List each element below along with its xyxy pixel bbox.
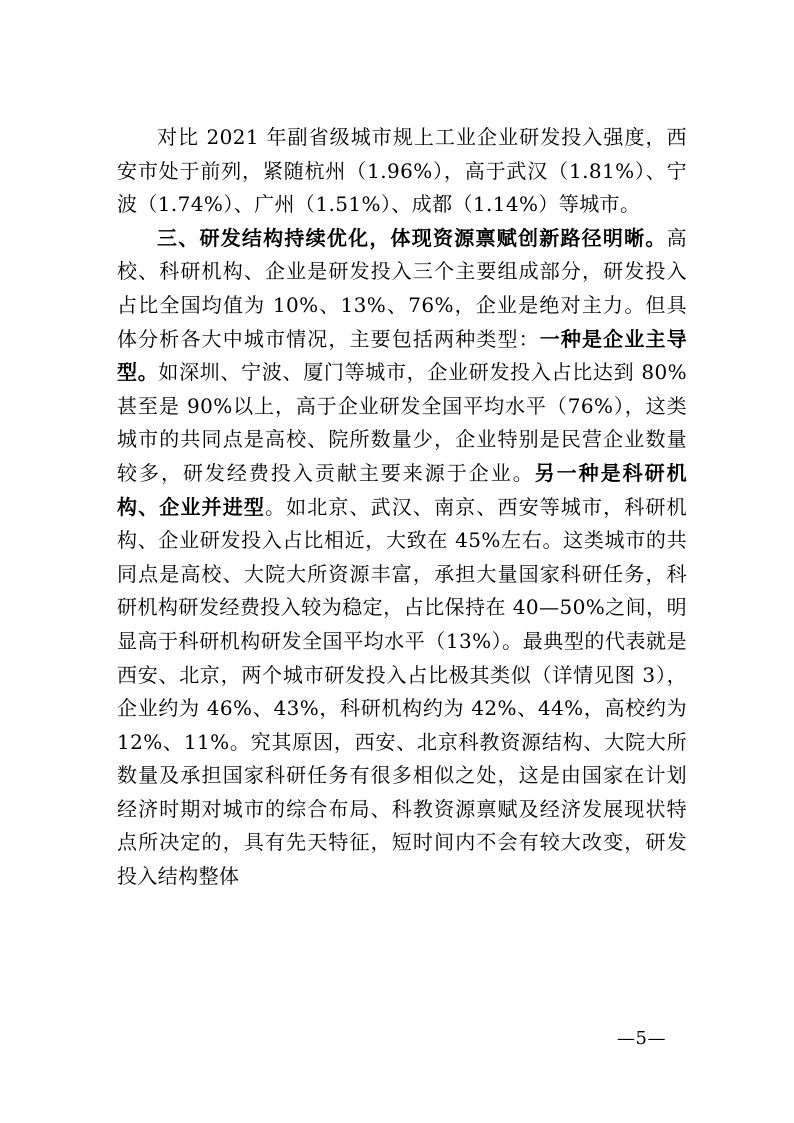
- page-number: —5—: [617, 1028, 666, 1049]
- paragraph-rd-structure: [117, 222, 687, 894]
- paragraph-2-text-c: 。如北京、武汉、南京、西安等城市，科研机构、企业研发投入占比相近，大致在 45%左右。这类城市的共同点是高校、大院大所资源丰富，承担大量国家科研任务，科研机构研发经费投入较为稳定，占比保持在 40—50%之间，明显高于科研机构研发全国平均水平（13%）。最典型的代表就是西安、北京，两个城市研发投入占比极其类似（详情见图 3），企业约为 46%、43%，科研机构约为 42%、44%，高校约为 12%、11%。究其原因，西安、北京科教资源结构、大院大所数量及承担国家科研任务有很多相似之处，这是由国家在计划经济时期对城市的综合布局、科教资源禀赋及经济发展现状特点所决定的，具有先天特征，短时间内不会有较大改变，研发投入结构整体: [117, 494, 687, 889]
- type-two-heading: 另一种是科研机构、企业并进型: [117, 460, 687, 519]
- section-heading-three: 三、研发结构持续优化，体现资源禀赋创新路径明晰。: [157, 225, 667, 250]
- type-one-heading: 一种是企业主导型。: [117, 326, 687, 385]
- paragraph-rd-intensity-comparison: [117, 121, 687, 222]
- paragraph-2-text-b: 如深圳、宁波、厦门等城市，企业研发投入占比达到 80%甚至是 90%以上，高于企业研发全国平均水平（76%），这类城市的共同点是高校、院所数量少，企业特别是民营企业数量较多，研发经费投入贡献主要来源于企业。: [117, 360, 687, 485]
- paragraph-2-text-a: 高校、科研机构、企业是研发投入三个主要组成部分，研发投入占比全国均值为 10%、13%、76%，企业是绝对主力。但具体分析各大中城市情况，主要包括两种类型：: [117, 225, 687, 351]
- paragraph-1-text: 对比 2021 年副省级城市规上工业企业研发投入强度，西安市处于前列，紧随杭州（1.96%），高于武汉（1.81%）、宁波（1.74%）、广州（1.51%）、成都（1.14%）等城市。: [117, 125, 687, 217]
- body-text: [117, 121, 687, 894]
